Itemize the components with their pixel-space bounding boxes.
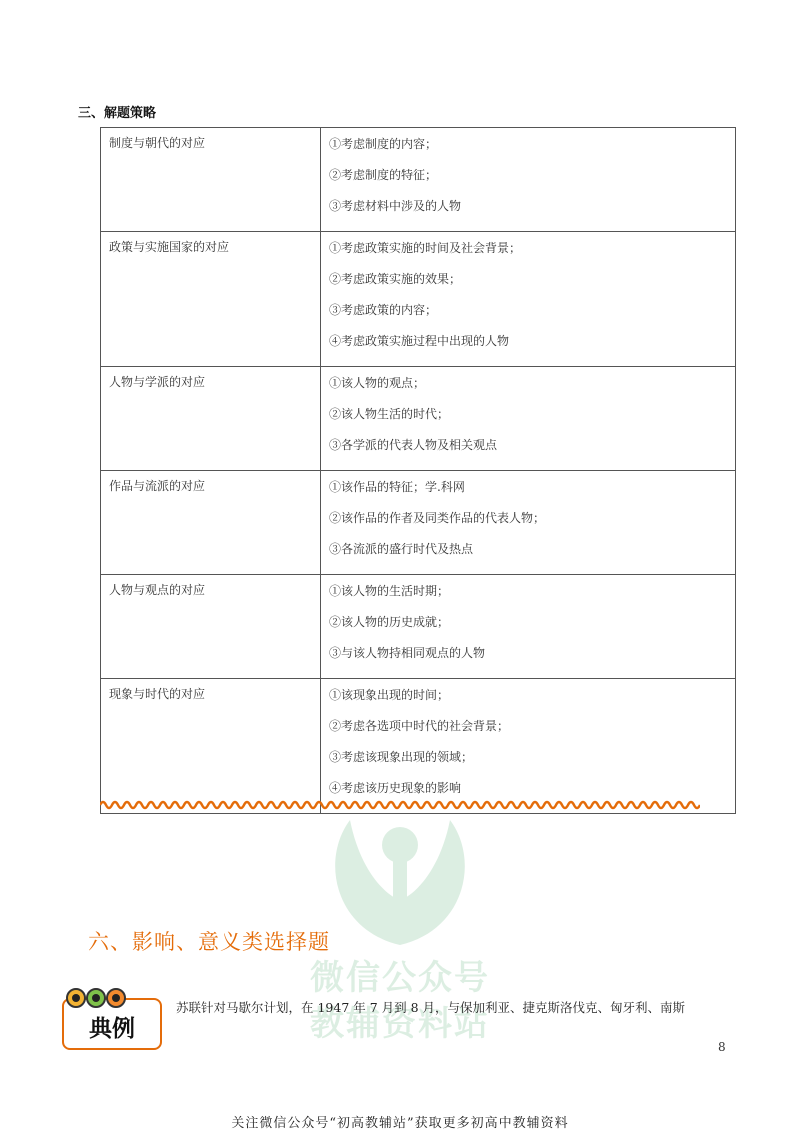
list-item: ③各流派的盛行时代及热点 — [329, 542, 474, 556]
watermark-line-2: 教辅资料站 — [310, 1004, 490, 1044]
category-cell: 人物与观点的对应 — [101, 575, 321, 679]
dot-icon — [86, 988, 106, 1008]
items-cell — [321, 679, 736, 814]
list-item: ③各学派的代表人物及相关观点 — [329, 438, 498, 452]
table-row — [101, 471, 736, 575]
list-item: ①该作品的特征；学.科网 — [329, 480, 465, 494]
list-item: ③考虑政策的内容； — [329, 303, 438, 317]
items-cell — [321, 471, 736, 575]
list-item: ③与该人物持相同观点的人物 — [329, 646, 486, 660]
list-item: ③考虑材料中涉及的人物 — [329, 199, 462, 213]
category-cell: 制度与朝代的对应 — [101, 128, 321, 232]
list-item: ②考虑各选项中时代的社会背景； — [329, 719, 510, 733]
footer-note: 关注微信公众号“初高教辅站”获取更多初高中教辅资料 — [231, 1116, 569, 1131]
items-cell — [321, 232, 736, 367]
list-item: ①考虑政策实施的时间及社会背景； — [329, 241, 522, 255]
items-cell — [321, 367, 736, 471]
items-cell — [321, 575, 736, 679]
category-cell: 作品与流派的对应 — [101, 471, 321, 575]
dot-icon — [106, 988, 126, 1008]
page-number: 8 — [718, 1040, 726, 1054]
list-item: ②该人物生活的时代； — [329, 407, 450, 421]
wavy-divider — [100, 797, 700, 813]
category-cell: 人物与学派的对应 — [101, 367, 321, 471]
section-heading: 三、解题策略 — [78, 106, 157, 121]
example-badge-label: 典例 — [89, 1016, 135, 1042]
list-item: ③考虑该现象出现的领域； — [329, 750, 474, 764]
list-item: ④考虑政策实施过程中出现的人物 — [329, 334, 510, 348]
list-item: ②该作品的作者及同类作品的代表人物； — [329, 511, 546, 525]
example-badge — [60, 988, 162, 1048]
strategy-table — [100, 127, 736, 814]
section-heading-large: 六、影响、意义类选择题 — [88, 930, 330, 954]
category-cell: 现象与时代的对应 — [101, 679, 321, 814]
category-cell: 政策与实施国家的对应 — [101, 232, 321, 367]
list-item: ①该人物的观点； — [329, 376, 426, 390]
watermark-logo-icon — [315, 800, 485, 950]
example-text: 苏联针对马歇尔计划，在 1947 年 7 月到 8 月，与保加利亚、捷克斯洛伐克、匈牙利、南斯 — [176, 1000, 686, 1015]
table-row — [101, 232, 736, 367]
list-item: ①该人物的生活时期； — [329, 584, 450, 598]
list-item: ②该人物的历史成就； — [329, 615, 450, 629]
list-item: ④考虑该历史现象的影响 — [329, 781, 462, 795]
items-cell — [321, 128, 736, 232]
list-item: ①考虑制度的内容； — [329, 137, 438, 151]
watermark-line-1: 微信公众号 — [310, 958, 490, 998]
table-row — [101, 367, 736, 471]
table-row — [101, 679, 736, 814]
table-row — [101, 575, 736, 679]
dot-icon — [66, 988, 86, 1008]
list-item: ②考虑制度的特征； — [329, 168, 438, 182]
list-item: ②考虑政策实施的效果； — [329, 272, 462, 286]
list-item: ①该现象出现的时间； — [329, 688, 450, 702]
table-row — [101, 128, 736, 232]
